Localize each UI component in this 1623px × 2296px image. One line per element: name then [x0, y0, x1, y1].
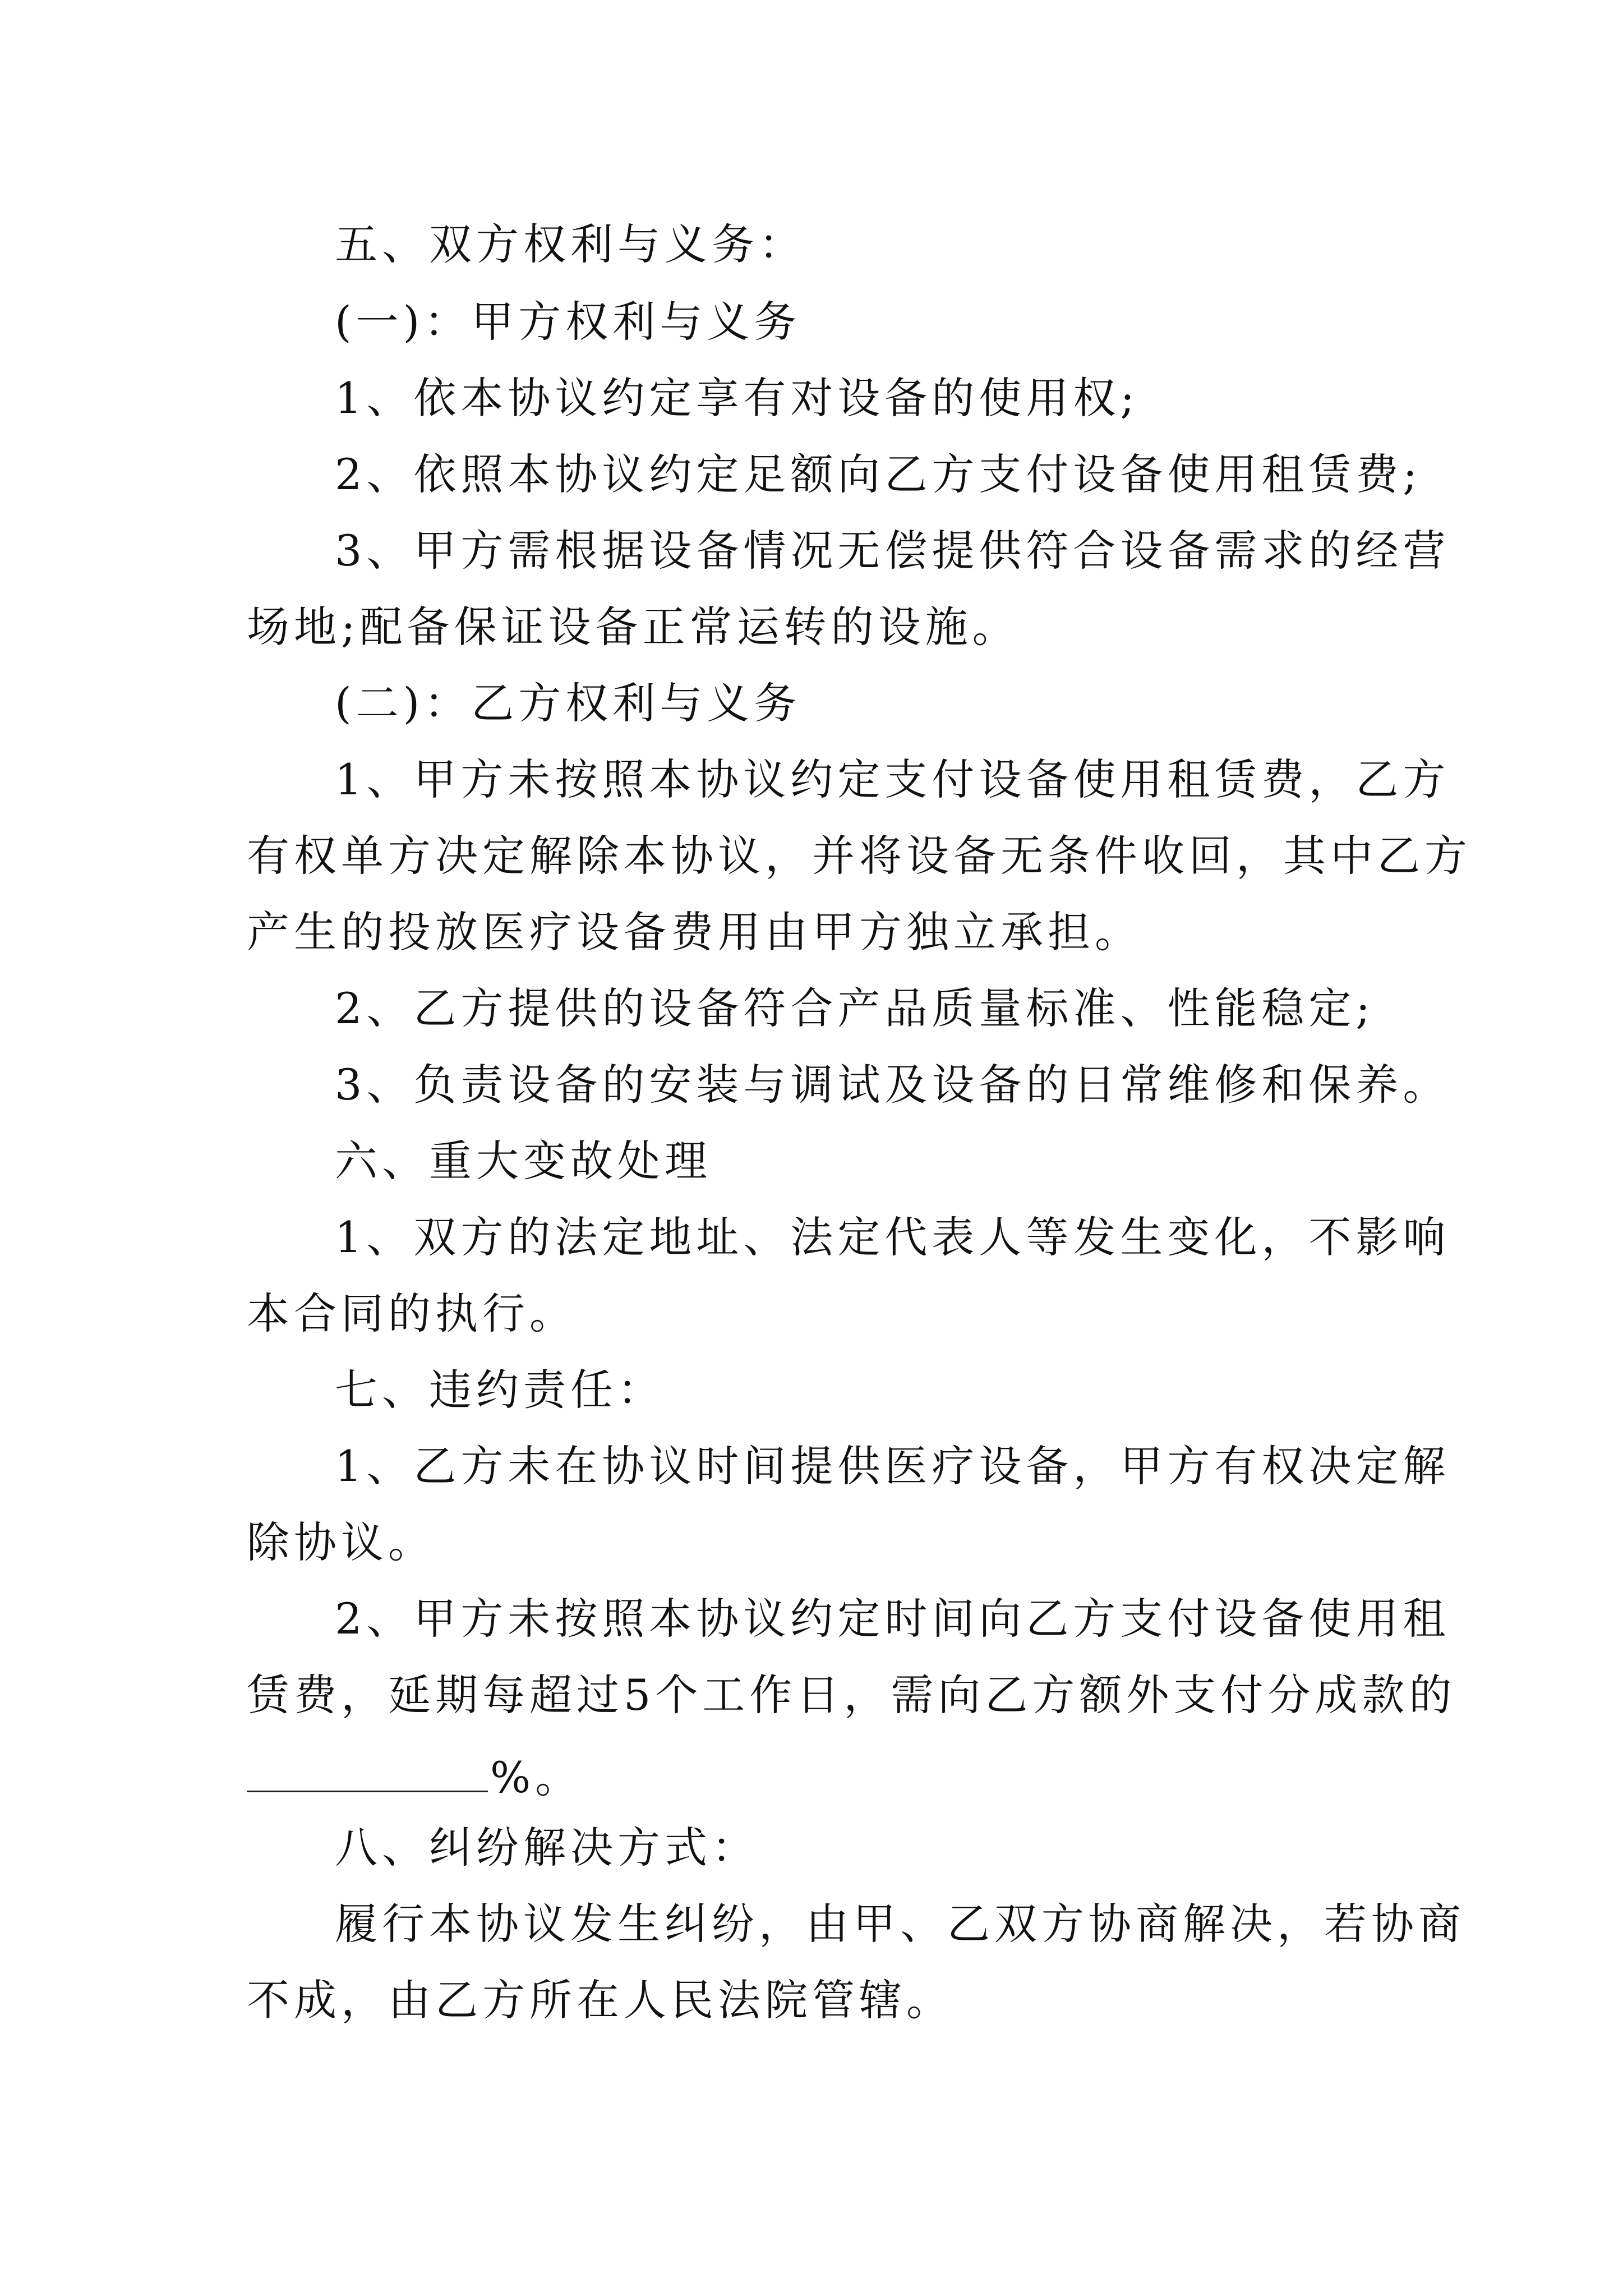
- subheading-party-a: (一)：甲方权利与义务: [335, 297, 801, 347]
- clause-text: 2、乙方提供的设备符合产品质量标准、性能稳定;: [335, 983, 1375, 1033]
- clause-text: 2、甲方未按照本协议约定时间向乙方支付设备使用租: [335, 1594, 1450, 1644]
- clause-text: 本合同的执行。: [247, 1289, 577, 1338]
- clause-text: 1、乙方未在协议时间提供医疗设备，甲方有权决定解: [335, 1441, 1450, 1491]
- clause-text: 1、双方的法定地址、法定代表人等发生变化，不影响: [335, 1212, 1450, 1262]
- clause-text: 3、甲方需根据设备情况无偿提供符合设备需求的经营: [335, 526, 1450, 576]
- clause-text: 场地;配备保证设备正常运转的设施。: [247, 602, 1020, 652]
- clause-text: 不成，由乙方所在人民法院管辖。: [247, 1975, 953, 2025]
- section-heading-major-change: 六、重大变故处理: [335, 1136, 712, 1186]
- percent-suffix: %。: [490, 1752, 583, 1802]
- section-heading-rights: 五、双方权利与义务：: [335, 219, 806, 269]
- section-heading-dispute: 八、纠纷解决方式：: [335, 1823, 759, 1872]
- clause-text: 除协议。: [247, 1517, 435, 1567]
- section-heading-liability: 七、违约责任：: [335, 1365, 665, 1415]
- clause-text: 赁费，延期每超过5个工作日，需向乙方额外支付分成款的: [247, 1670, 1456, 1720]
- clause-text: 3、负责设备的安装与调试及设备的日常维修和保养。: [335, 1060, 1450, 1110]
- clause-text: 2、依照本协议约定足额向乙方支付设备使用租赁费;: [335, 449, 1422, 499]
- clause-text: 1、甲方未按照本协议约定支付设备使用租赁费，乙方: [335, 754, 1450, 804]
- percentage-line: [247, 1750, 583, 1802]
- clause-text: 产生的投放医疗设备费用由甲方独立承担。: [247, 907, 1142, 957]
- fill-in-blank: [247, 1750, 488, 1792]
- clause-text: 履行本协议发生纠纷，由甲、乙双方协商解决，若协商: [335, 1899, 1465, 1949]
- clause-text: 1、依本协议约定享有对设备的使用权;: [335, 373, 1139, 423]
- subheading-party-b: (二)：乙方权利与义务: [335, 678, 801, 728]
- clause-text: 有权单方决定解除本协议，并将设备无条件收回，其中乙方: [247, 831, 1472, 881]
